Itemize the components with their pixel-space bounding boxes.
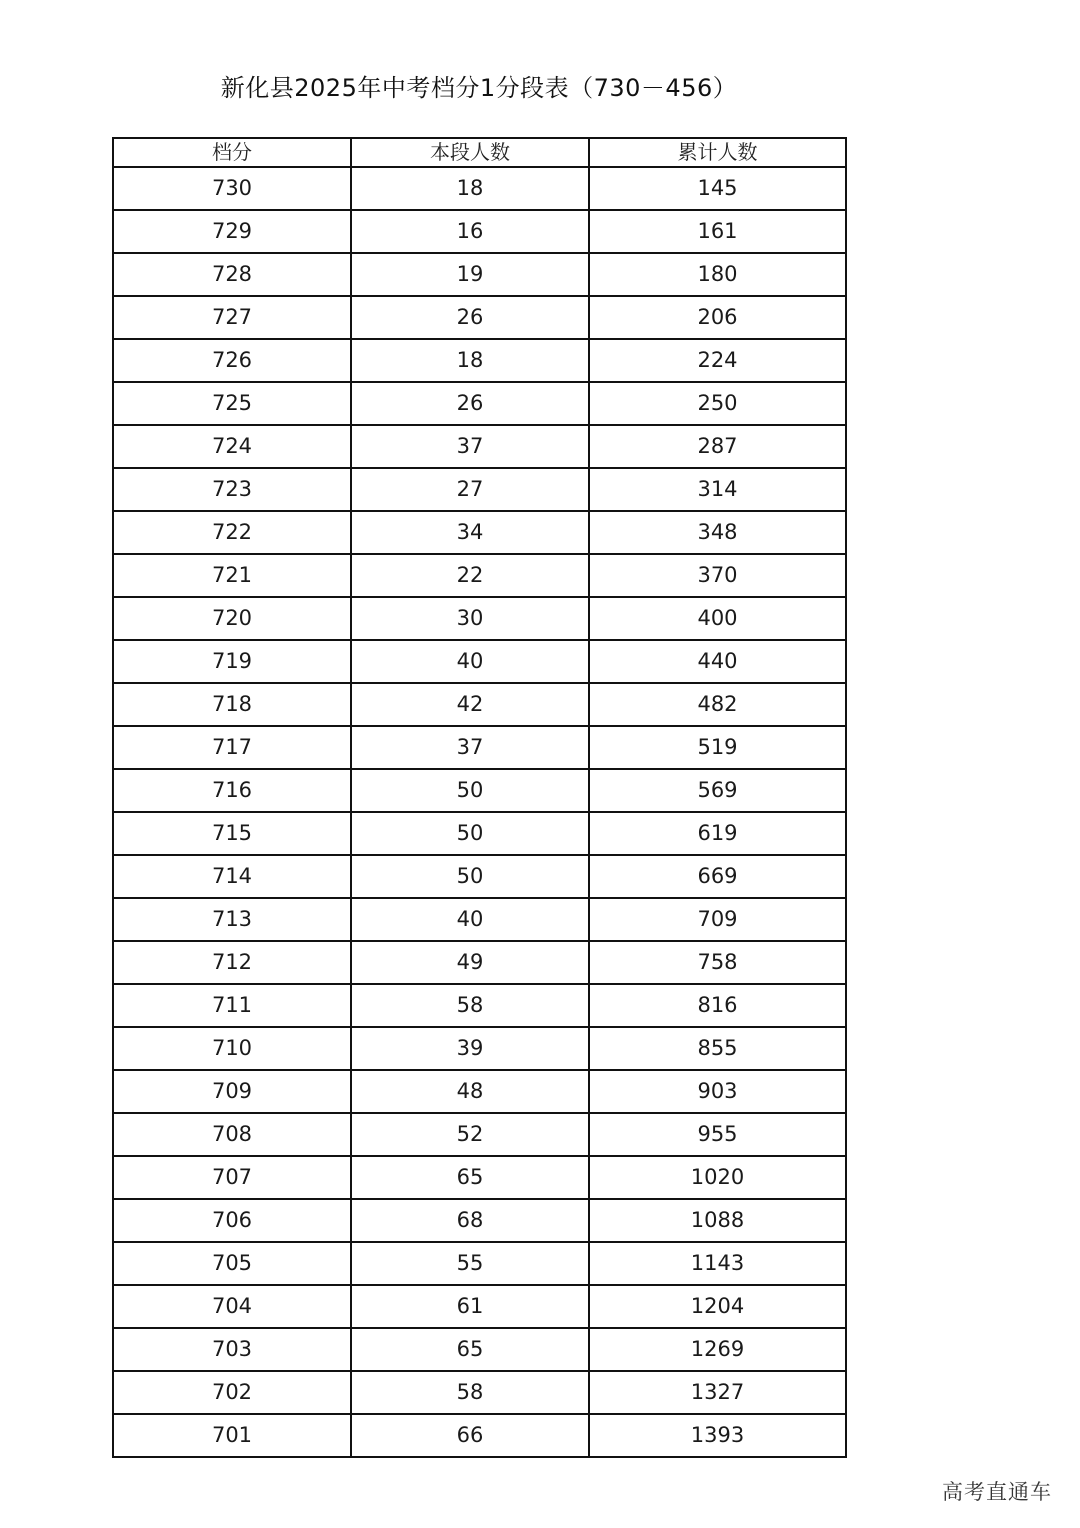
- table-row: [113, 339, 846, 382]
- table-row: [113, 1414, 846, 1457]
- header-segment-count: 本段人数: [351, 138, 589, 167]
- cumulative-count-cell: 440: [589, 640, 846, 683]
- segment-count-cell: 30: [351, 597, 589, 640]
- score-cell: 726: [113, 339, 351, 382]
- table-row: [113, 683, 846, 726]
- segment-count-cell: 19: [351, 253, 589, 296]
- segment-count-cell: 40: [351, 640, 589, 683]
- cumulative-count-cell: 1020: [589, 1156, 846, 1199]
- table-row: [113, 253, 846, 296]
- segment-count-cell: 61: [351, 1285, 589, 1328]
- cumulative-count-cell: 370: [589, 554, 846, 597]
- table-row: [113, 769, 846, 812]
- score-cell: 717: [113, 726, 351, 769]
- segment-count-cell: 37: [351, 425, 589, 468]
- table-header-row: [113, 138, 846, 167]
- score-distribution-table: [112, 137, 847, 1458]
- score-cell: 722: [113, 511, 351, 554]
- score-cell: 710: [113, 1027, 351, 1070]
- score-cell: 718: [113, 683, 351, 726]
- table-row: [113, 1027, 846, 1070]
- cumulative-count-cell: 709: [589, 898, 846, 941]
- segment-count-cell: 65: [351, 1156, 589, 1199]
- score-cell: 730: [113, 167, 351, 210]
- table-row: [113, 1070, 846, 1113]
- table-row: [113, 640, 846, 683]
- segment-count-cell: 52: [351, 1113, 589, 1156]
- table-row: [113, 1156, 846, 1199]
- table-row: [113, 425, 846, 468]
- segment-count-cell: 50: [351, 769, 589, 812]
- score-cell: 724: [113, 425, 351, 468]
- score-cell: 727: [113, 296, 351, 339]
- segment-count-cell: 55: [351, 1242, 589, 1285]
- score-cell: 709: [113, 1070, 351, 1113]
- score-cell: 705: [113, 1242, 351, 1285]
- table-row: [113, 1285, 846, 1328]
- segment-count-cell: 37: [351, 726, 589, 769]
- table-row: [113, 984, 846, 1027]
- cumulative-count-cell: 669: [589, 855, 846, 898]
- score-cell: 714: [113, 855, 351, 898]
- document-title: 新化县2025年中考档分1分段表（730－456）: [220, 74, 738, 102]
- cumulative-count-cell: 1269: [589, 1328, 846, 1371]
- segment-count-cell: 66: [351, 1414, 589, 1457]
- segment-count-cell: 50: [351, 855, 589, 898]
- cumulative-count-cell: 903: [589, 1070, 846, 1113]
- cumulative-count-cell: 250: [589, 382, 846, 425]
- cumulative-count-cell: 1088: [589, 1199, 846, 1242]
- segment-count-cell: 26: [351, 382, 589, 425]
- score-cell: 701: [113, 1414, 351, 1457]
- score-cell: 704: [113, 1285, 351, 1328]
- table-row: [113, 898, 846, 941]
- score-cell: 715: [113, 812, 351, 855]
- cumulative-count-cell: 1327: [589, 1371, 846, 1414]
- cumulative-count-cell: 314: [589, 468, 846, 511]
- table-row: [113, 726, 846, 769]
- score-cell: 721: [113, 554, 351, 597]
- cumulative-count-cell: 855: [589, 1027, 846, 1070]
- table-row: [113, 941, 846, 984]
- table-row: [113, 1199, 846, 1242]
- watermark-text: 高考直通车: [942, 1480, 1052, 1504]
- segment-count-cell: 58: [351, 1371, 589, 1414]
- cumulative-count-cell: 619: [589, 812, 846, 855]
- segment-count-cell: 48: [351, 1070, 589, 1113]
- segment-count-cell: 34: [351, 511, 589, 554]
- score-cell: 728: [113, 253, 351, 296]
- segment-count-cell: 40: [351, 898, 589, 941]
- table-row: [113, 1328, 846, 1371]
- table-row: [113, 167, 846, 210]
- cumulative-count-cell: 1393: [589, 1414, 846, 1457]
- segment-count-cell: 22: [351, 554, 589, 597]
- cumulative-count-cell: 206: [589, 296, 846, 339]
- segment-count-cell: 42: [351, 683, 589, 726]
- score-cell: 707: [113, 1156, 351, 1199]
- cumulative-count-cell: 145: [589, 167, 846, 210]
- segment-count-cell: 49: [351, 941, 589, 984]
- segment-count-cell: 27: [351, 468, 589, 511]
- table-row: [113, 210, 846, 253]
- header-score: 档分: [113, 138, 351, 167]
- table-row: [113, 597, 846, 640]
- header-cumulative-count: 累计人数: [589, 138, 846, 167]
- table-body: [113, 167, 846, 1457]
- table-row: [113, 511, 846, 554]
- cumulative-count-cell: 1204: [589, 1285, 846, 1328]
- segment-count-cell: 18: [351, 339, 589, 382]
- segment-count-cell: 26: [351, 296, 589, 339]
- cumulative-count-cell: 400: [589, 597, 846, 640]
- table-row: [113, 1113, 846, 1156]
- score-cell: 716: [113, 769, 351, 812]
- cumulative-count-cell: 569: [589, 769, 846, 812]
- cumulative-count-cell: 287: [589, 425, 846, 468]
- score-cell: 703: [113, 1328, 351, 1371]
- table-row: [113, 1242, 846, 1285]
- cumulative-count-cell: 1143: [589, 1242, 846, 1285]
- segment-count-cell: 65: [351, 1328, 589, 1371]
- cumulative-count-cell: 161: [589, 210, 846, 253]
- cumulative-count-cell: 519: [589, 726, 846, 769]
- score-cell: 708: [113, 1113, 351, 1156]
- table-row: [113, 812, 846, 855]
- segment-count-cell: 18: [351, 167, 589, 210]
- score-cell: 713: [113, 898, 351, 941]
- table-row: [113, 855, 846, 898]
- cumulative-count-cell: 482: [589, 683, 846, 726]
- cumulative-count-cell: 180: [589, 253, 846, 296]
- table-row: [113, 382, 846, 425]
- segment-count-cell: 58: [351, 984, 589, 1027]
- score-cell: 725: [113, 382, 351, 425]
- table-row: [113, 554, 846, 597]
- score-cell: 729: [113, 210, 351, 253]
- score-cell: 706: [113, 1199, 351, 1242]
- table-row: [113, 1371, 846, 1414]
- score-cell: 702: [113, 1371, 351, 1414]
- cumulative-count-cell: 758: [589, 941, 846, 984]
- cumulative-count-cell: 816: [589, 984, 846, 1027]
- cumulative-count-cell: 224: [589, 339, 846, 382]
- segment-count-cell: 50: [351, 812, 589, 855]
- segment-count-cell: 68: [351, 1199, 589, 1242]
- score-cell: 719: [113, 640, 351, 683]
- score-cell: 711: [113, 984, 351, 1027]
- segment-count-cell: 16: [351, 210, 589, 253]
- cumulative-count-cell: 348: [589, 511, 846, 554]
- table-row: [113, 468, 846, 511]
- score-cell: 720: [113, 597, 351, 640]
- segment-count-cell: 39: [351, 1027, 589, 1070]
- score-cell: 723: [113, 468, 351, 511]
- table-row: [113, 296, 846, 339]
- cumulative-count-cell: 955: [589, 1113, 846, 1156]
- score-cell: 712: [113, 941, 351, 984]
